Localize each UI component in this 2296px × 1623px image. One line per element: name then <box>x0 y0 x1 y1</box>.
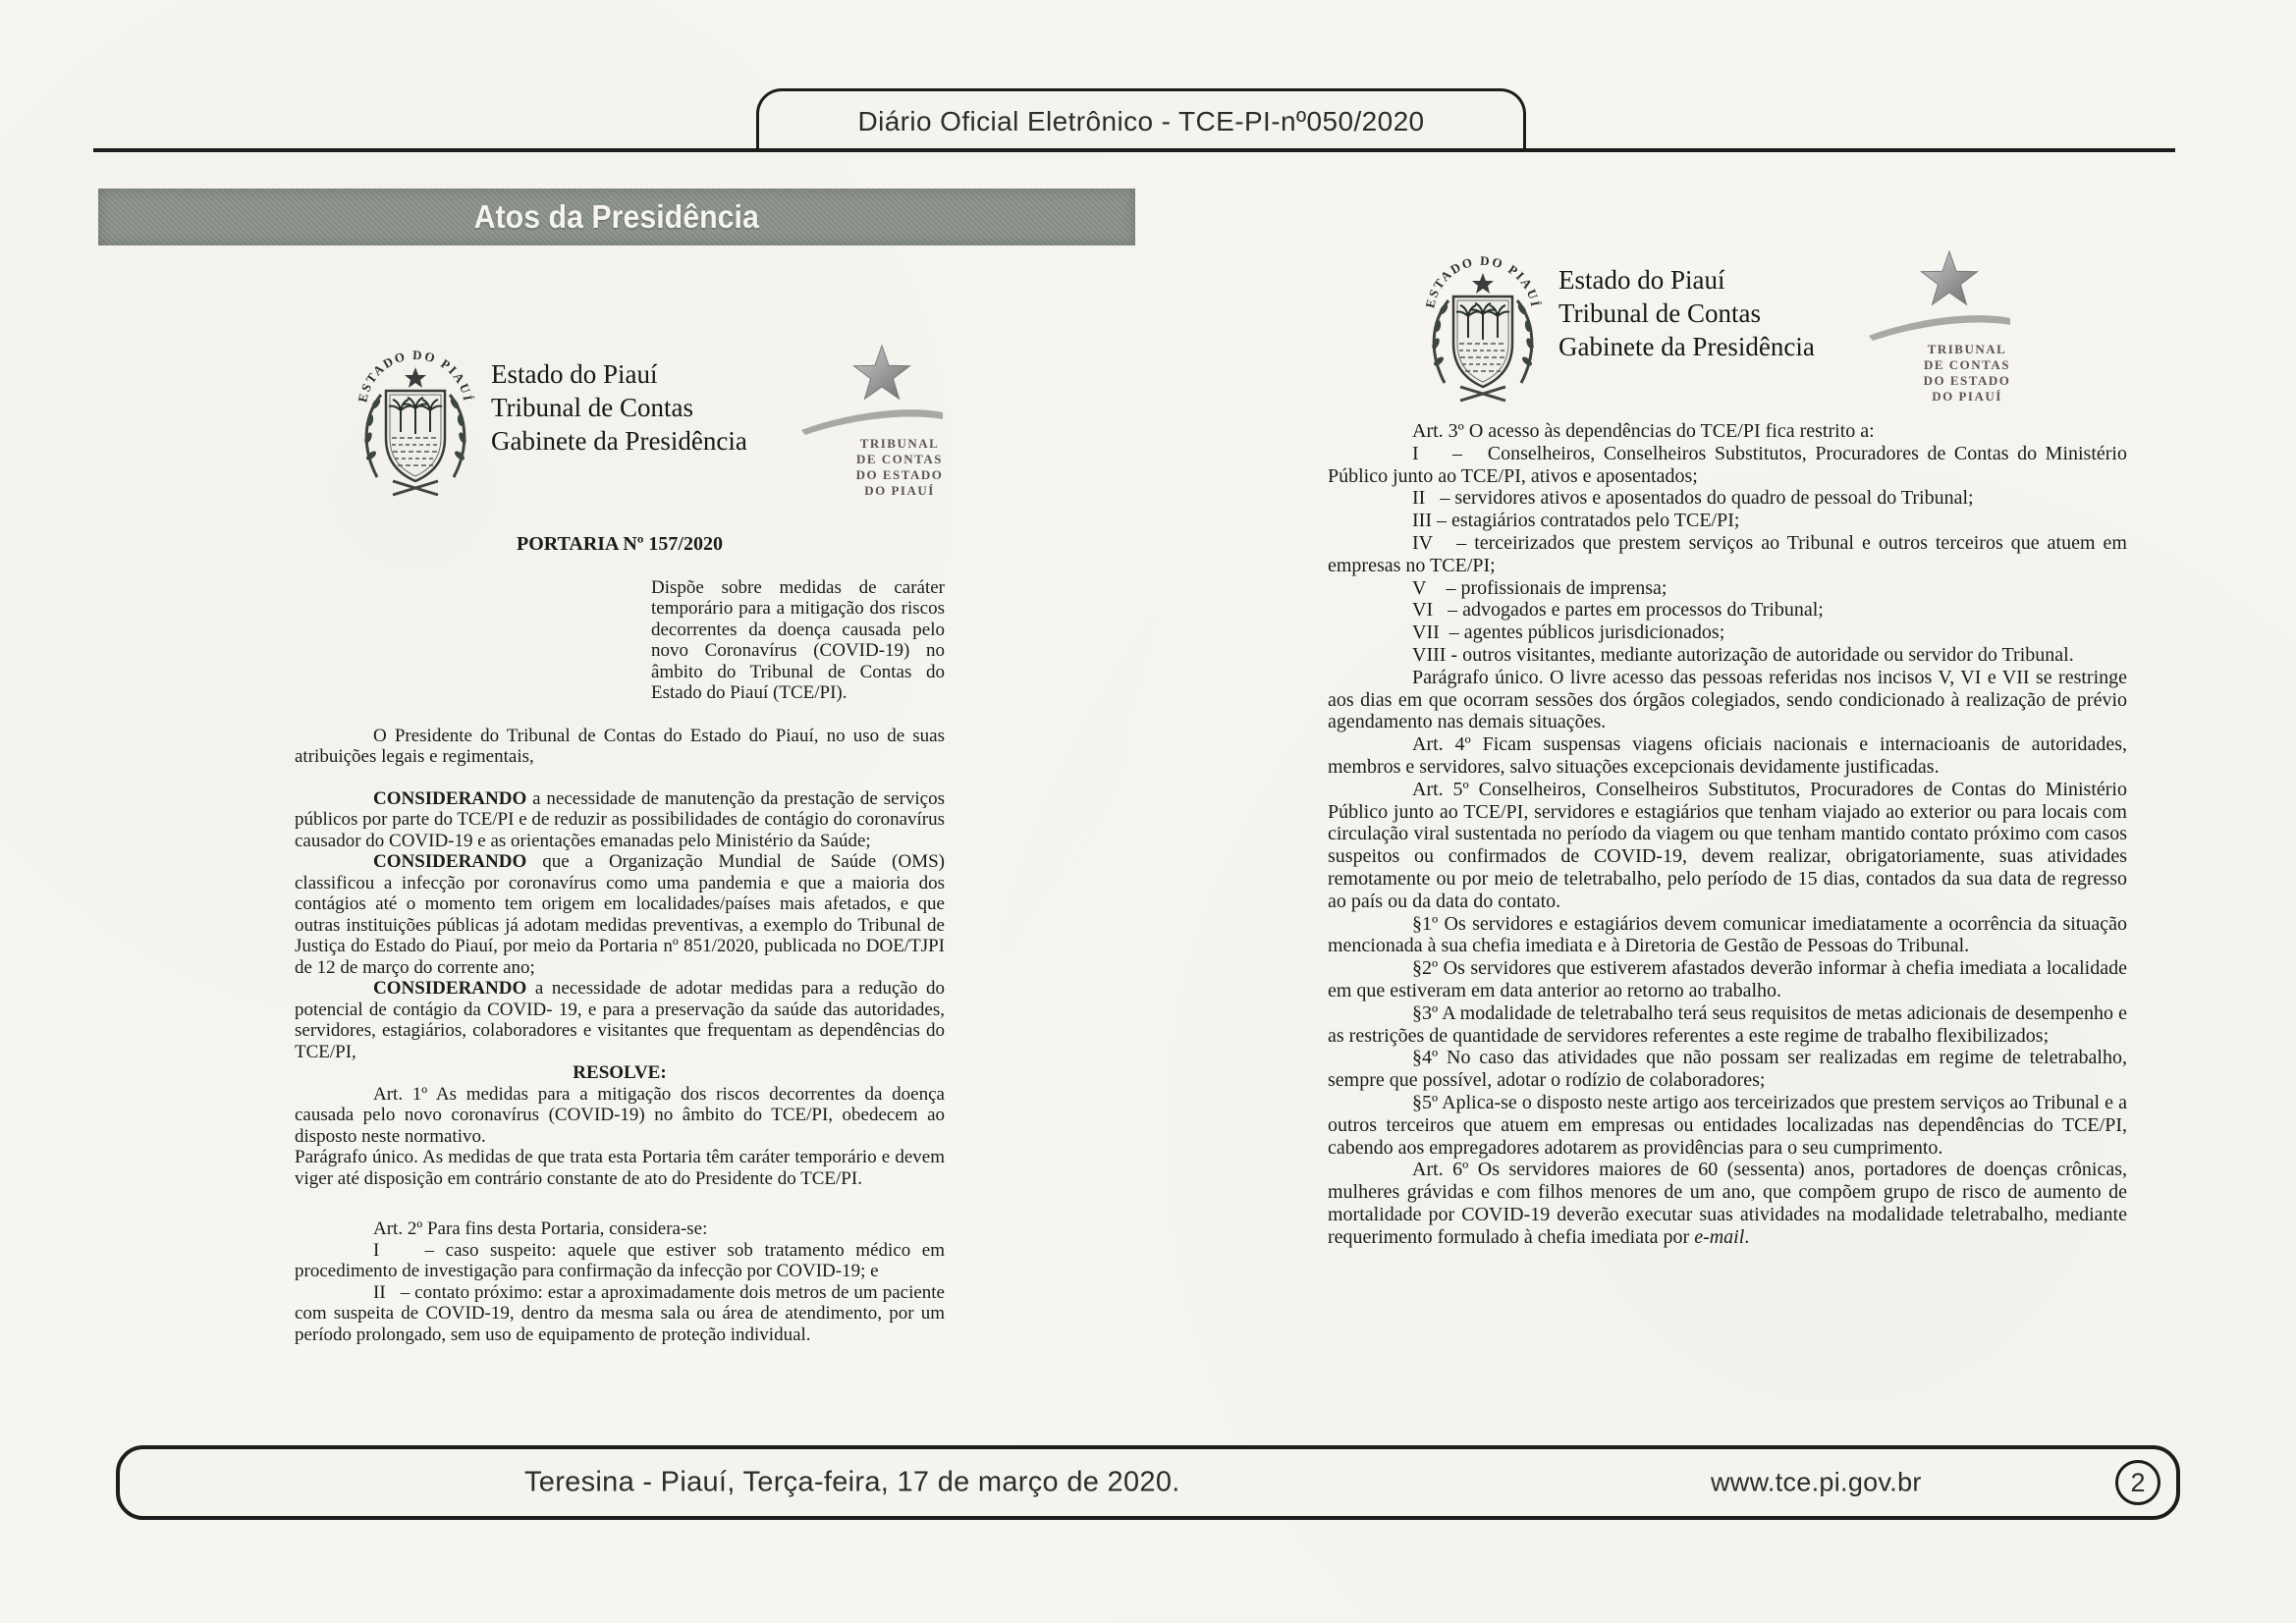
paragraph: §3º A modalidade de teletrabalho terá seus requisitos de metas adicionais de desempenho e as restrições de quantidade de servidores referentes a este regime de trabalho flexibilizados; <box>1328 1001 2127 1047</box>
paragraph: Parágrafo único. O livre acesso das pessoas referidas nos incisos V, VI e VII se restringe aos dias em que ocorram sessões dos órgãos colegiados, sendo condicionado à realização de prévio agendamento nas demais situações. <box>1328 666 2127 733</box>
logo-text-line: DE CONTAS <box>1923 357 2011 372</box>
seal-arc-text: ESTADO DO PIAUÍ <box>1422 252 1544 309</box>
left-paragraphs <box>295 726 945 1346</box>
letterhead-left <box>354 330 982 507</box>
org-line-1: Estado do Piauí <box>1558 265 1725 295</box>
logo-text-line: DO ESTADO <box>1923 373 2011 388</box>
paragraph: VII – agentes públicos jurisdicionados; <box>1412 622 1725 644</box>
paragraph: III – estagiários contratados pelo TCE/PI; <box>1412 510 1740 532</box>
paragraph: Art. 6º Os servidores maiores de 60 (sessenta) anos, portadores de doenças crônicas, mulheres grávidas e com filhos menores de um ano, que compõem grupo de risco de aumento de mortalidade por COVID-19 deverão executar suas atividades na modalidade teletrabalho, mediante requerimento formulado à chefia imediata por e-mail. <box>1328 1159 2127 1248</box>
footer-url: www.tce.pi.gov.br <box>1711 1467 1922 1497</box>
org-name-block <box>491 357 747 458</box>
org-line-2: Tribunal de Contas <box>491 393 694 422</box>
portaria-title: PORTARIA Nº 157/2020 <box>517 533 723 555</box>
paragraph: VI – advogados e partes em processos do Tribunal; <box>1412 599 1824 622</box>
gazette-title: Diário Oficial Eletrônico - TCE-PI-nº050/2020 <box>857 105 1425 136</box>
paragraph: CONSIDERANDO que a Organização Mundial de Saúde (OMS) classificou a infecção por coronavírus como uma pandemia e que a maioria dos contágios até o momento tem origem em localidades/países mais afetados, e que outras instituições públicas já adotam medidas preventivas, a exemplo do Tribunal de Justiça do Estado do Piauí, por meio da Portaria nº 851/2020, publicada no DOE/TJPI de 12 de março do corrente ano; <box>295 851 945 978</box>
paragraph: Art. 5º Conselheiros, Conselheiros Substitutos, Procuradores de Contas do Ministério Público junto ao TCE/PI, servidores e estagiários que tenham viajado ao exterior ou para locais com circulação viral sustentada no período da viagem ou que tenham mantido contato próximo com casos suspeitos ou confirmados de COVID-19, devem realizar, obrigatoriamente, suas atividades remotamente ou por meio de teletrabalho, pelo período de 15 dias, contados da sua data de regresso ao país ou da data do contato. <box>1328 778 2127 912</box>
seal-crossed-ribbon <box>393 481 438 495</box>
footer-date: Teresina - Piauí, Terça-feira, 17 de março de 2020. <box>524 1466 1180 1498</box>
paragraph: II – contato próximo: estar a aproximadamente dois metros de um paciente com suspeita de COVID-19, dentro da mesma sala ou área de atendimento, por um período prolongado, sem uso de equipamento de proteção individual. <box>295 1281 945 1345</box>
logo-text-line: DO ESTADO <box>855 467 944 482</box>
footer-bar <box>116 1445 2180 1520</box>
paragraph: Art. 3º O acesso às dependências do TCE/PI fica restrito a: <box>1412 420 1875 442</box>
seal-arc-text: ESTADO DO PIAUÍ <box>355 347 476 404</box>
seal-star-icon <box>405 367 426 388</box>
logo-text-line: TRIBUNAL <box>1927 342 2007 356</box>
paragraph: §1º Os servidores e estagiários devem comunicar imediatamente a ocorrência da situação mencionada à sua chefia imediata e à Diretoria de Gestão de Pessoas do Tribunal. <box>1328 912 2127 957</box>
paragraph: CONSIDERANDO a necessidade de manutenção da prestação de serviços públicos por parte do TCE/PI e de reduzir as possibilidades de contágio do coronavírus causador do COVID-19 e as orientações emanadas pelo Ministério da Saúde; <box>295 787 945 851</box>
paragraph: Parágrafo único. As medidas de que trata esta Portaria têm caráter temporário e devem viger até disposição em contrário constante de ato do Presidente do TCE/PI. <box>295 1147 945 1189</box>
paragraph: O Presidente do Tribunal de Contas do Estado do Piauí, no uso de suas atribuições legais e regimentais, <box>295 725 945 767</box>
piaui-coat-of-arms-icon <box>354 338 477 507</box>
tce-star-logo-icon <box>797 338 955 503</box>
header-divider <box>93 148 2175 152</box>
logo-text-line: DO PIAUÍ <box>1932 389 2002 404</box>
org-line-3: Gabinete da Presidência <box>491 426 747 456</box>
paragraph: Art. 1º As medidas para a mitigação dos riscos decorrentes da doença causada pelo novo coronavírus (COVID-19) no âmbito do TCE/PI, obedecem ao disposto neste normativo. <box>295 1083 945 1147</box>
paragraph: §2º Os servidores que estiverem afastados deverão informar à chefia imediata a localidade em que estiveram em data anterior ao retorno ao trabalho. <box>1328 957 2127 1001</box>
paragraph: V – profissionais de imprensa; <box>1412 576 1667 599</box>
gazette-header-box <box>756 88 1526 151</box>
right-paragraphs <box>1328 420 2127 1248</box>
org-name-block <box>1558 263 1815 363</box>
paragraph: CONSIDERANDO a necessidade de adotar medidas para a redução do potencial de contágio da COVID- 19, e para a preservação da saúde das autoridades, servidores, estagiários, colaboradores e visitantes que frequentam as dependências do TCE/PI, <box>295 978 945 1062</box>
logo-text-line: DE CONTAS <box>855 452 944 466</box>
logo-text-line: DO PIAUÍ <box>864 483 935 498</box>
logo-text-line: TRIBUNAL <box>859 436 940 451</box>
org-line-2: Tribunal de Contas <box>1558 298 1762 328</box>
paragraph: RESOLVE: <box>573 1062 667 1083</box>
letterhead-right <box>1421 236 2050 412</box>
column-left <box>295 534 945 1345</box>
column-right <box>1328 420 2127 1248</box>
section-banner <box>98 189 1135 245</box>
paragraph: §4º No caso das atividades que não possam ser realizadas em regime de teletrabalho, sempre que possível, adotar o rodízio de colaboradores; <box>1328 1047 2127 1092</box>
paragraph: VIII - outros visitantes, mediante autorização de autoridade ou servidor do Tribunal. <box>1412 643 2074 666</box>
paragraph: I – Conselheiros, Conselheiros Substitutos, Procuradores de Contas do Ministério Público junto ao TCE/PI, ativos e aposentados; <box>1328 442 2127 487</box>
seal-crossed-ribbon <box>1460 387 1505 401</box>
page-number-badge: 2 <box>2115 1460 2160 1505</box>
piaui-coat-of-arms-icon <box>1421 243 1545 412</box>
paragraph: I – caso suspeito: aquele que estiver sob tratamento médico em procedimento de investigação para confirmação da infecção por COVID-19; e <box>295 1239 945 1281</box>
org-line-1: Estado do Piauí <box>491 359 658 389</box>
paragraph: Art. 2º Para fins desta Portaria, considera-se: <box>373 1218 708 1239</box>
paragraph: §5º Aplica-se o disposto neste artigo aos terceirizados que prestem serviços ao Tribunal e a outros terceiros que atuem em empresas ou entidades localizadas nas dependências do TCE/PI, cabendo aos empregadores adotarem as providências para o seu cumprimento. <box>1328 1091 2127 1159</box>
tce-star-logo-icon <box>1865 243 2022 408</box>
paragraph: IV – terceirizados que prestem serviços ao Tribunal e outros terceiros que atuem em empresas no TCE/PI; <box>1328 531 2127 576</box>
org-line-3: Gabinete da Presidência <box>1558 332 1815 361</box>
seal-star-icon <box>1472 273 1494 294</box>
portaria-ementa: Dispõe sobre medidas de caráter temporário para a mitigação dos riscos decorrentes da doença causada pelo novo Coronavírus (COVID-19) no âmbito do Tribunal de Contas do Estado do Piauí (TCE/PI). <box>651 576 945 703</box>
paragraph: Art. 4º Ficam suspensas viagens oficiais nacionais e internacioanis de autoridades, membros e servidores, salvo situações excepcionais devidamente justificadas. <box>1328 733 2127 778</box>
section-banner-label: Atos da Presidência <box>473 198 760 235</box>
paragraph: II – servidores ativos e aposentados do quadro de pessoal do Tribunal; <box>1412 487 1974 510</box>
